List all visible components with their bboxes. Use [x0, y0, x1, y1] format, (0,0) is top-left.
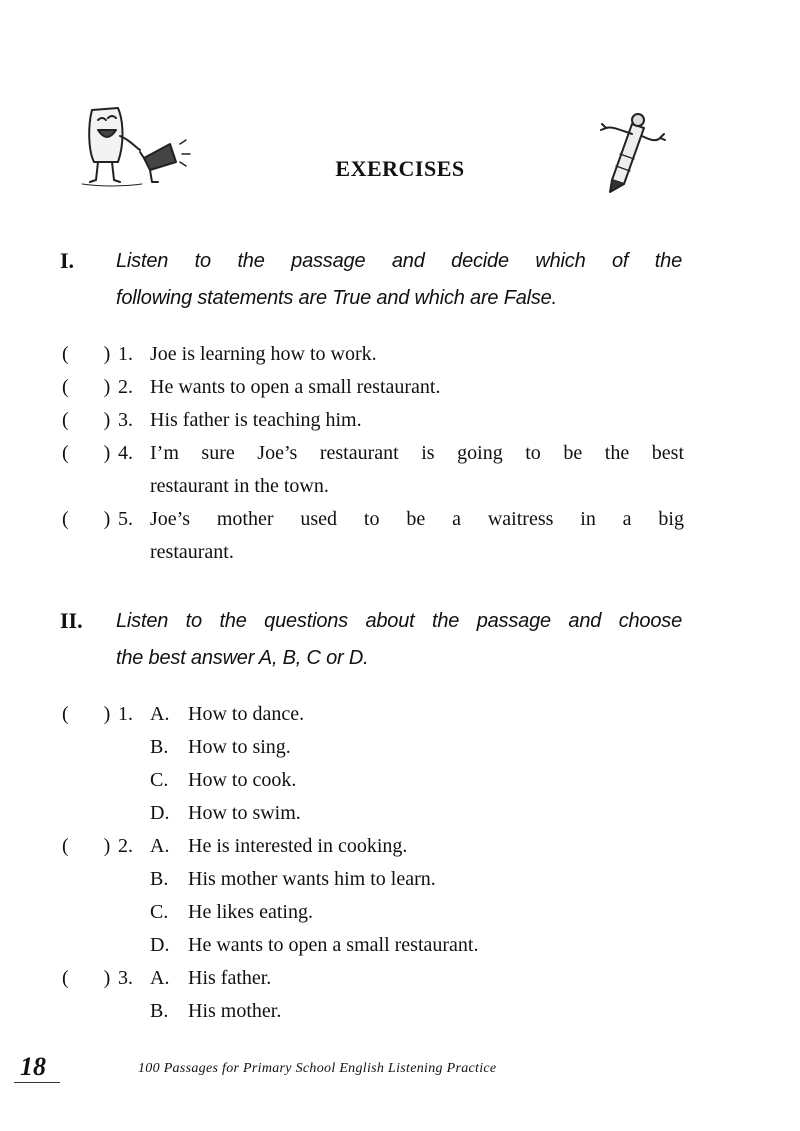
option: A. His father. [150, 967, 272, 989]
option: B. His mother. [150, 1000, 282, 1022]
answer-paren[interactable]: ( ) [62, 835, 111, 857]
question-row [62, 698, 684, 830]
answer-paren[interactable]: ( ) [62, 343, 111, 365]
question-row [62, 830, 684, 962]
answer-paren[interactable]: ( ) [62, 409, 111, 431]
answer-paren[interactable]: ( ) [62, 376, 111, 398]
statement-text-continued: restaurant. [150, 541, 234, 563]
question-number: 3. [118, 967, 133, 989]
statement-row [62, 503, 684, 569]
answer-paren[interactable]: ( ) [62, 967, 111, 989]
section-1-instruction-line-2: following statements are True and which are False. [116, 287, 557, 309]
book-title-footer: 100 Passages for Primary School English Listening Practice [138, 1061, 497, 1076]
section-2-number: II. [60, 608, 83, 633]
option: D. How to swim. [150, 802, 301, 824]
page-number: 18 [20, 1052, 46, 1081]
statement-number: 5. [118, 508, 133, 530]
answer-paren[interactable]: ( ) [62, 703, 111, 725]
statement-row [62, 437, 684, 503]
question-number: 2. [118, 835, 133, 857]
section-1-instruction [116, 243, 682, 317]
statement-row [62, 404, 684, 437]
statement-text: His father is teaching him. [150, 409, 362, 431]
option: A. How to dance. [150, 703, 305, 725]
question-row [62, 962, 684, 1028]
section-2-instruction [116, 603, 682, 677]
option: C. How to cook. [150, 769, 297, 791]
option: A. He is interested in cooking. [150, 835, 408, 857]
statement-row [62, 338, 684, 371]
statement-row [62, 371, 684, 404]
section-2-questions [62, 698, 684, 1028]
section-1-instruction-line-1: Listen to the passage and decide which of the [116, 250, 682, 272]
section-2-instruction-line-2: the best answer A, B, C or D. [116, 647, 369, 669]
statement-text: He wants to open a small restaurant. [150, 376, 441, 398]
option: D. He wants to open a small restaurant. [150, 934, 479, 956]
option: B. His mother wants him to learn. [150, 868, 436, 890]
section-1-number: I. [60, 248, 75, 273]
section-1-items [62, 338, 684, 569]
page-number-underline [14, 1082, 60, 1083]
option: B. How to sing. [150, 736, 291, 758]
statement-number: 3. [118, 409, 133, 431]
page-title: EXERCISES [335, 156, 465, 181]
section-2-instruction-line-1: Listen to the questions about the passage and choose [116, 610, 682, 632]
answer-paren[interactable]: ( ) [62, 508, 111, 530]
answer-paren[interactable]: ( ) [62, 442, 111, 464]
statement-number: 1. [118, 343, 133, 365]
question-number: 1. [118, 703, 133, 725]
statement-number: 4. [118, 442, 133, 464]
statement-text: Joe is learning how to work. [150, 343, 377, 365]
statement-number: 2. [118, 376, 133, 398]
statement-text: I’m sure Joe’s restaurant is going to be the best [150, 442, 684, 464]
statement-text: Joe’s mother used to be a waitress in a big [150, 508, 684, 530]
statement-text-continued: restaurant in the town. [150, 475, 329, 497]
option: C. He likes eating. [150, 901, 313, 923]
